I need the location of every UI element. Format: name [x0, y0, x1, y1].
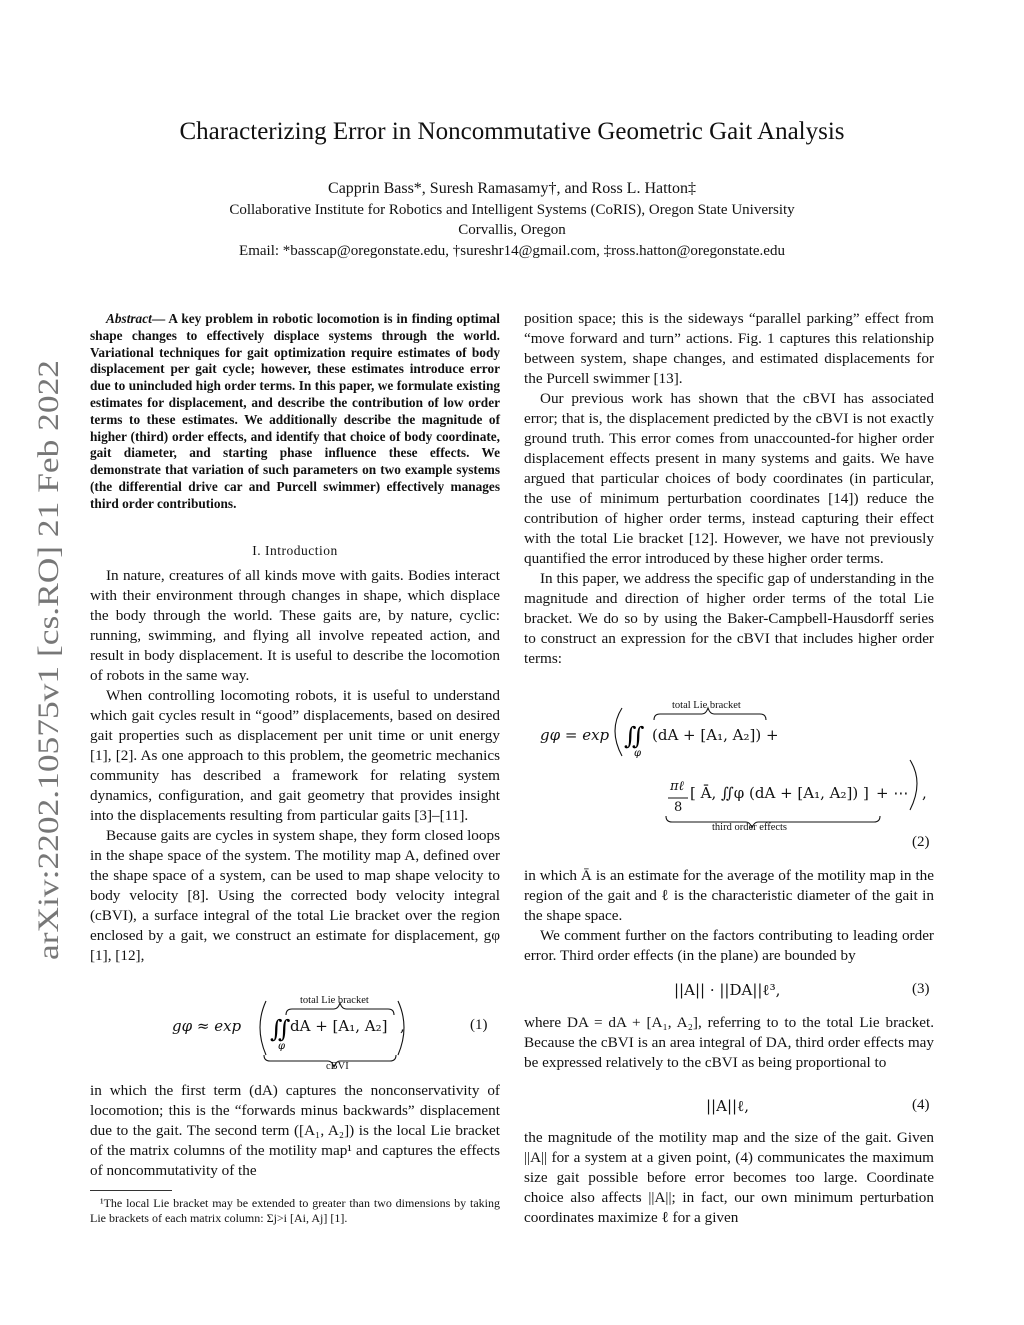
svg-text:φ: φ	[634, 748, 642, 759]
equation-3	[524, 979, 934, 1003]
eq2-line2: [ Ā, ∬φ (dA + [A₁, A₂]) ]	[690, 784, 869, 802]
abstract-label: Abstract	[106, 311, 152, 326]
svg-text:φ: φ	[278, 1041, 286, 1052]
right-body-3	[524, 1013, 934, 1073]
right-body	[524, 309, 934, 669]
paragraph: Our previous work has shown that the cBVI has associated error; that is, the displacement predicted by the cBVI is not exactly ground truth. This error comes from unaccounted-for higher order displacement effects present in many systems and gaits. We have argued that particular choices of body coordinates (in particular, the use of minimum perturbation coordinates [14]) reduce the contribution of higher order terms, instead capturing their effect with the total Lie bracket [12]. However, we have not previously quantified the error introduced by these higher order terms.	[524, 390, 934, 567]
eq1-integrand: dA + [A₁, A₂]	[290, 1017, 388, 1035]
eq3-number: (3)	[912, 981, 930, 997]
paragraph: When controlling locomoting robots, it is useful to understand which gait cycles result in “good” displacements, based on desired gait properties such as displacement per unit time or unit energy [1], [2]. As one approach to this problem, the geometric mechanics community has described a framework for relating system dynamics, configuration, and gait geometry that provides insight into the displacements resulting from particular gaits [3]–[11].	[90, 687, 500, 824]
footnote-text: ¹The local Lie bracket may be extended to greater than two dimensions by taking Lie brackets of each matrix column: Σj>i [Ai, Aj] [1].	[90, 1196, 500, 1225]
footnote-rule	[90, 1190, 172, 1191]
location: Corvallis, Oregon	[458, 222, 566, 238]
section-heading: I. Introduction	[252, 543, 338, 558]
equation-4	[524, 1095, 934, 1119]
affiliation: Collaborative Institute for Robotics and Intelligent Systems (CoRIS), Oregon State University	[229, 202, 795, 218]
paragraph: where DA = dA + [A₁, A₂], referring to to the total Lie bracket. Because the cBVI is an area integral of DA, third order effects may be expressed relatively to the cBVI as being proportional to	[524, 1014, 934, 1071]
eq2-lhs: gφ = exp	[540, 726, 610, 744]
arxiv-id: arXiv:2202.10575v1 [cs.RO] 21 Feb 2022	[32, 451, 65, 960]
paragraph: the magnitude of the motility map and the size of the gait. Given ||A|| for a system at a given point, (4) communicates the maximum size gait possible before error becomes too large. Coordinate choice also affects ||A||; in fact, our own minimum perturbation coordinates maximize ℓ for a given	[524, 1129, 934, 1226]
equation-1: gφ ≈ exp ∬ φ total Lie bracket dA + [A₁, A₂] , cBVI (1)	[90, 995, 500, 1075]
right-body-2	[524, 866, 934, 966]
eq2-over-label: total Lie bracket	[672, 700, 741, 711]
eq2-frac-den: 8	[674, 800, 683, 815]
paragraph: Because gaits are cycles in system shape, they form closed loops in the shape space of the system. The motility map A, defined over the shape space of a system, can be used to map shape velocity to body velocity [8]. Using the corrected body velocity integral (cBVI), a surface integral of the total Lie bracket over the region enclosed by a gait, we construct an estimate for displacement, gφ [1], [12],	[90, 827, 500, 964]
eq2-graphic	[608, 698, 938, 838]
eq2-under-label: third order effects	[712, 822, 788, 833]
eq4-expr: ||A||ℓ,	[706, 1097, 750, 1115]
svg-text:∬: ∬	[624, 722, 645, 750]
eq1-under-label: cBVI	[326, 1061, 349, 1072]
author-list: Capprin Bass*, Suresh Ramasamy†, and Ross L. Hatton‡	[328, 180, 696, 197]
right-body-4	[524, 1128, 934, 1228]
left-body	[90, 566, 500, 966]
eq1-lhs: gφ ≈ exp	[172, 1017, 242, 1035]
footnote	[90, 1196, 500, 1226]
eq4-number: (4)	[912, 1097, 930, 1113]
paper-title: Characterizing Error in Noncommutative Geometric Gait Analysis	[179, 118, 845, 145]
eq2-line1: (dA + [A₁, A₂]) +	[652, 726, 779, 744]
paragraph: In nature, creatures of all kinds move with gaits. Bodies interact with their environment through changes in shape, which displace the body through the world. These gaits are, by nature, cyclic: running, swimming, and flying all involve repeated action, and result in body displacement. It is useful to describe the locomotion of robots in the same way.	[90, 567, 500, 684]
paragraph: We comment further on the factors contributing to leading order error. Third order effects (in the plane) are bounded by	[524, 927, 934, 964]
svg-text:∬: ∬	[270, 1015, 291, 1043]
paragraph: in which Ā is an estimate for the average of the motility map in the region of the gait and ℓ is the characteristic diameter of the gait in the shape space.	[524, 867, 934, 924]
paragraph: position space; this is the sideways “parallel parking” effect from “move forward and turn” actions. Fig. 1 captures this relationship between system, shape changes, and estimated displacements for the Purcell swimmer [13].	[524, 310, 934, 387]
arxiv-stamp	[28, 350, 68, 970]
eq3-expr: ||A|| · ||DA||ℓ³,	[674, 981, 781, 999]
abstract-text: — A key problem in robotic locomotion is in finding optimal shape changes to effectively displace systems through the world. Variational techniques for gait optimization require estimates of body displacement per gait cycle; however, these estimates introduce error due to unincluded high order terms. In this paper, we formulate existing estimates for displacement, and describe the contribution of low order terms to these estimates. We additionally describe the magnitude of higher (third) order effects, and identify that choice of body coordinate, gait diameter, and starting phase influence these effects. We demonstrate that variation of such parameters on two example systems (the differential drive car and Purcell swimmer) effectively manages third order contributions.	[90, 311, 500, 511]
email-line: Email: *basscap@oregonstate.edu, †sureshr14@gmail.com, ‡ross.hatton@oregonstate.edu	[239, 243, 785, 259]
eq1-over-label: total Lie bracket	[300, 995, 369, 1006]
eq2-number: (2)	[912, 834, 930, 850]
eq1-number: (1)	[470, 1017, 488, 1033]
eq2-frac-num: πℓ	[670, 779, 684, 794]
left-body-cont	[90, 1081, 500, 1181]
intro-section	[90, 541, 500, 561]
paragraph: In this paper, we address the specific gap of understanding in the magnitude and direction of higher order terms of the total Lie bracket. We do so by using the Baker-Campbell-Hausdorff series to construct an expression for the cBVI that includes higher order terms:	[524, 570, 934, 667]
abstract	[90, 311, 500, 513]
equation-2: gφ = exp ∬ φ total Lie bracket (dA + [A₁, A₂]) + πℓ 8 [ Ā, ∬φ (dA + [A₁, A₂]) ] + ⋯ , third order effects (2)	[524, 698, 934, 858]
eq2-tail: + ⋯	[876, 784, 909, 802]
paragraph: in which the first term (dA) captures the nonconservativity of locomotion; this is the “forwards minus backwards” displacement due to the gait. The second term ([A₁, A₂]) is the local Lie bracket of the matrix columns of the motility map¹ and captures the effects of noncommutativity of the	[90, 1082, 500, 1179]
